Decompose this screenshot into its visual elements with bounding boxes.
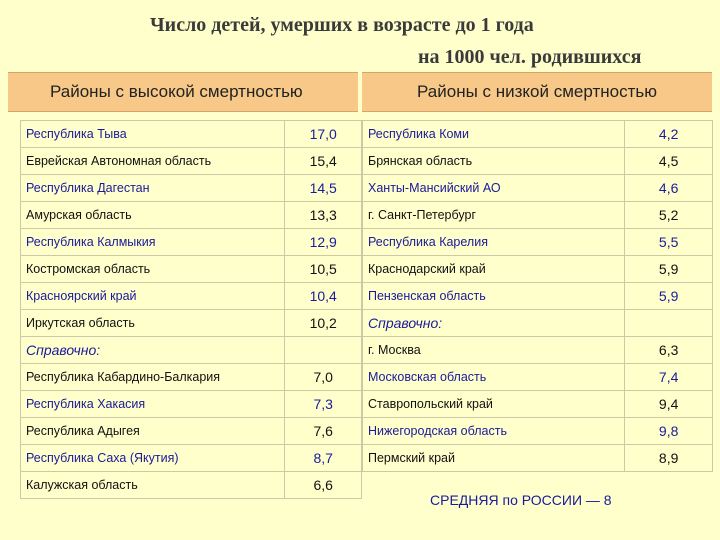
table-row bbox=[21, 364, 362, 391]
table-row bbox=[363, 175, 713, 202]
table-row bbox=[363, 391, 713, 418]
region-name: Московская область bbox=[363, 364, 625, 391]
table-row bbox=[21, 121, 362, 148]
region-name: Пензенская область bbox=[363, 283, 625, 310]
russia-average: СРЕДНЯЯ по РОССИИ — 8 bbox=[430, 492, 612, 508]
region-name: Краснодарский край bbox=[363, 256, 625, 283]
mortality-value: 9,8 bbox=[625, 418, 713, 445]
table-row bbox=[21, 283, 362, 310]
region-name: Республика Карелия bbox=[363, 229, 625, 256]
mortality-value: 6,6 bbox=[285, 472, 362, 499]
table-row bbox=[363, 121, 713, 148]
mortality-value: 8,7 bbox=[285, 445, 362, 472]
mortality-value: 9,4 bbox=[625, 391, 713, 418]
region-name: Республика Хакасия bbox=[21, 391, 285, 418]
table-row bbox=[21, 391, 362, 418]
table-row bbox=[21, 229, 362, 256]
table-row bbox=[21, 148, 362, 175]
high-mortality-table bbox=[20, 120, 362, 499]
mortality-value: 15,4 bbox=[285, 148, 362, 175]
mortality-value: 4,2 bbox=[625, 121, 713, 148]
mortality-value: 6,3 bbox=[625, 337, 713, 364]
table-row bbox=[363, 364, 713, 391]
table-row bbox=[21, 202, 362, 229]
mortality-value: 5,9 bbox=[625, 256, 713, 283]
mortality-value: 7,0 bbox=[285, 364, 362, 391]
mortality-value bbox=[625, 310, 713, 337]
reference-label: Справочно: bbox=[363, 310, 625, 337]
reference-label: Справочно: bbox=[21, 337, 285, 364]
low-mortality-table bbox=[362, 120, 713, 472]
table-row bbox=[363, 337, 713, 364]
region-name: Иркутская область bbox=[21, 310, 285, 337]
region-name: Нижегородская область bbox=[363, 418, 625, 445]
table-row bbox=[363, 202, 713, 229]
region-name: Брянская область bbox=[363, 148, 625, 175]
region-name: г. Москва bbox=[363, 337, 625, 364]
table-row bbox=[21, 337, 362, 364]
region-name: Республика Дагестан bbox=[21, 175, 285, 202]
high-mortality-header: Районы с высокой смертностью bbox=[8, 72, 358, 112]
table-row bbox=[21, 445, 362, 472]
page-subtitle: на 1000 чел. родившихся bbox=[418, 46, 642, 68]
mortality-value: 5,5 bbox=[625, 229, 713, 256]
mortality-value: 10,5 bbox=[285, 256, 362, 283]
mortality-value: 5,9 bbox=[625, 283, 713, 310]
region-name: г. Санкт-Петербург bbox=[363, 202, 625, 229]
mortality-value: 12,9 bbox=[285, 229, 362, 256]
table-row bbox=[21, 418, 362, 445]
table-row bbox=[21, 472, 362, 499]
mortality-value: 5,2 bbox=[625, 202, 713, 229]
mortality-value: 8,9 bbox=[625, 445, 713, 472]
mortality-value bbox=[285, 337, 362, 364]
region-name: Костромская область bbox=[21, 256, 285, 283]
mortality-value: 14,5 bbox=[285, 175, 362, 202]
region-name: Республика Тыва bbox=[21, 121, 285, 148]
region-name: Еврейская Автономная область bbox=[21, 148, 285, 175]
table-row bbox=[363, 148, 713, 175]
table-row bbox=[363, 445, 713, 472]
mortality-value: 7,3 bbox=[285, 391, 362, 418]
region-name: Пермский край bbox=[363, 445, 625, 472]
mortality-value: 7,6 bbox=[285, 418, 362, 445]
mortality-value: 4,6 bbox=[625, 175, 713, 202]
region-name: Ставропольский край bbox=[363, 391, 625, 418]
table-row bbox=[21, 256, 362, 283]
region-name: Республика Калмыкия bbox=[21, 229, 285, 256]
region-name: Республика Адыгея bbox=[21, 418, 285, 445]
mortality-value: 13,3 bbox=[285, 202, 362, 229]
mortality-value: 17,0 bbox=[285, 121, 362, 148]
region-name: Калужская область bbox=[21, 472, 285, 499]
region-name: Республика Саха (Якутия) bbox=[21, 445, 285, 472]
region-name: Красноярский край bbox=[21, 283, 285, 310]
table-row bbox=[363, 256, 713, 283]
page-title: Число детей, умерших в возрасте до 1 года bbox=[150, 14, 534, 36]
table-row bbox=[363, 310, 713, 337]
mortality-value: 10,2 bbox=[285, 310, 362, 337]
table-row bbox=[363, 418, 713, 445]
mortality-value: 10,4 bbox=[285, 283, 362, 310]
region-name: Амурская область bbox=[21, 202, 285, 229]
region-name: Республика Кабардино-Балкария bbox=[21, 364, 285, 391]
table-row bbox=[21, 175, 362, 202]
mortality-value: 4,5 bbox=[625, 148, 713, 175]
region-name: Ханты-Мансийский АО bbox=[363, 175, 625, 202]
table-row bbox=[363, 229, 713, 256]
region-name: Республика Коми bbox=[363, 121, 625, 148]
low-mortality-header: Районы с низкой смертностью bbox=[362, 72, 712, 112]
table-row bbox=[21, 310, 362, 337]
table-row bbox=[363, 283, 713, 310]
mortality-value: 7,4 bbox=[625, 364, 713, 391]
